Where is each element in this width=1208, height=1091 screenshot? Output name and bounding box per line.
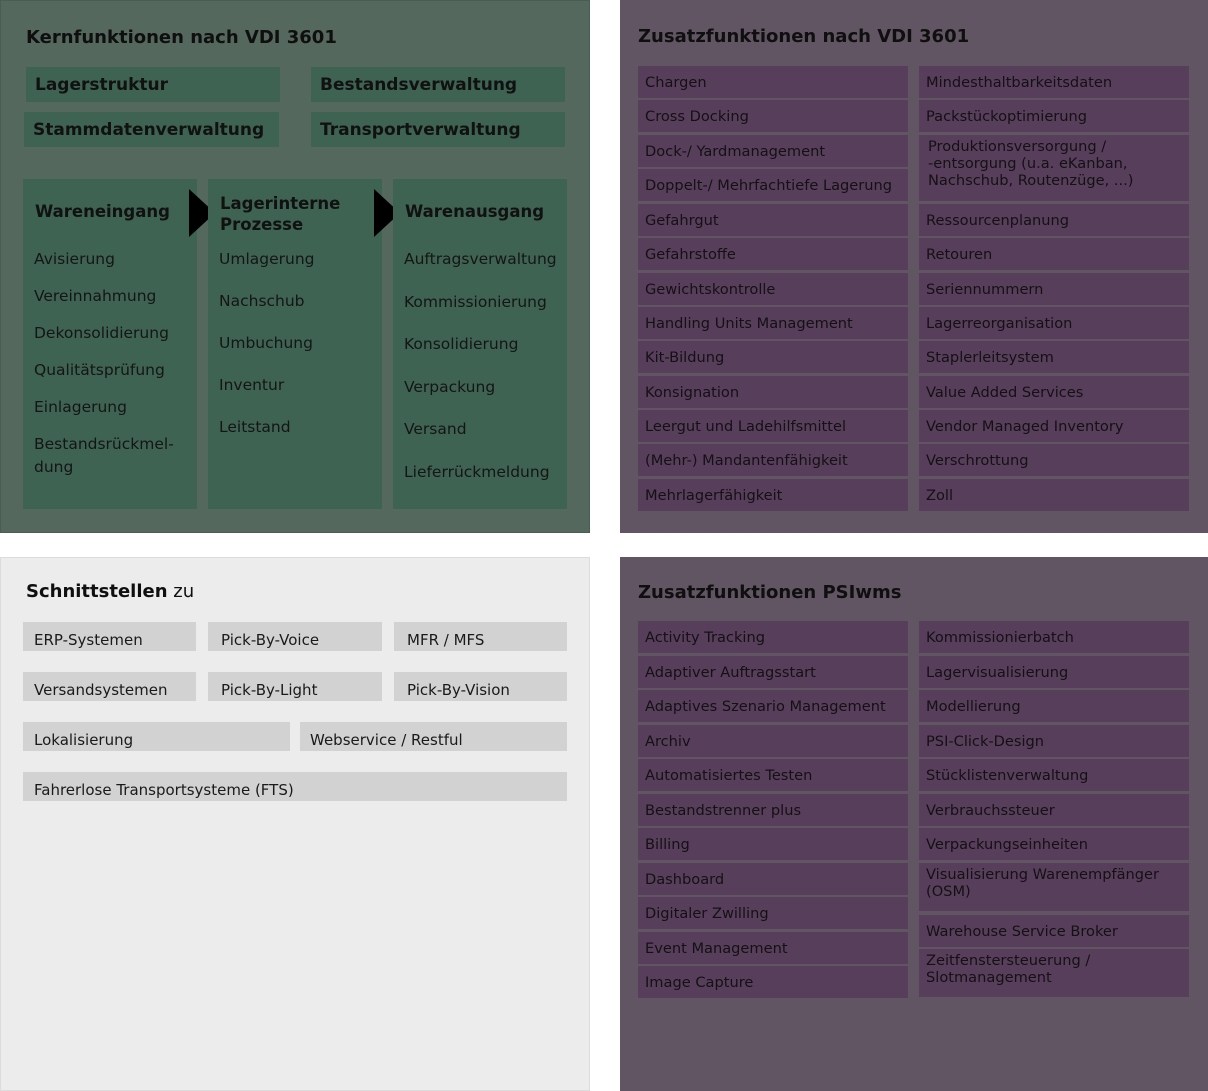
feature-cell: Lagervisualisierung [919,656,1189,688]
interface-chip: Lokalisierung [23,722,290,751]
core-button-lagerstruktur: Lagerstruktur [26,67,280,102]
interfaces-title [26,581,194,602]
interface-chip: Versandsystemen [23,672,196,701]
feature-cell: Leergut und Ladehilfsmittel [638,410,908,442]
process-item: Dekonsolidierung [34,324,169,342]
feature-cell: Ressourcenplanung [919,204,1189,236]
core-functions-panel [0,0,590,533]
feature-cell: Verschrottung [919,444,1189,476]
core-button-stammdatenverwaltung: Stammdatenverwaltung [24,112,279,147]
process-column-wareneingang [23,179,197,509]
interface-chip: ERP-Systemen [23,622,196,651]
feature-cell: Dashboard [638,863,908,895]
feature-cell: Image Capture [638,966,908,998]
feature-cell: Stücklistenverwaltung [919,759,1189,791]
feature-cell: Kommissionierbatch [919,621,1189,653]
feature-cell: Lagerreorganisation [919,307,1189,339]
feature-cell: Zeitfenstersteuerung / Slotmanagement [919,949,1189,997]
feature-cell: Visualisierung Warenempfänger (OSM) [919,863,1189,911]
feature-cell: Mehrlagerfähigkeit [638,479,908,511]
feature-cell: Verbrauchssteuer [919,794,1189,826]
feature-cell: Dock-/ Yardmanagement [638,135,908,167]
interfaces-title-bold: Schnittstellen [26,581,168,602]
process-item: Auftragsverwaltung [404,250,557,268]
process-item: Avisierung [34,250,115,268]
process-item: Qualitätsprüfung [34,361,165,379]
interface-chip: Pick-By-Vision [394,672,567,701]
process-item: Lieferrückmeldung [404,463,550,481]
core-functions-title: Kernfunktionen nach VDI 3601 [26,27,337,48]
feature-cell: Digitaler Zwilling [638,897,908,929]
feature-cell: Adaptiver Auftragsstart [638,656,908,688]
feature-cell: Retouren [919,238,1189,270]
core-button-bestandsverwaltung: Bestandsverwaltung [311,67,565,102]
feature-cell: Handling Units Management [638,307,908,339]
feature-cell: Gefahrgut [638,204,908,236]
interface-chip: Webservice / Restful [300,722,567,751]
feature-cell: Packstückoptimierung [919,100,1189,132]
process-item: Inventur [219,376,285,394]
feature-cell: Gewichtskontrolle [638,273,908,305]
feature-cell: Staplerleitsystem [919,341,1189,373]
process-item: Bestandsrückmel- dung [34,435,174,476]
interfaces-title-rest: zu [167,581,195,602]
psiwms-functions-title: Zusatzfunktionen PSIwms [638,582,902,603]
process-item: Einlagerung [34,398,127,416]
process-item: Versand [404,420,467,438]
feature-cell: Zoll [919,479,1189,511]
psiwms-functions-panel [620,557,1208,1091]
feature-cell: Modellierung [919,690,1189,722]
feature-cell: Mindesthaltbarkeitsdaten [919,66,1189,98]
process-item: Konsolidierung [404,335,519,353]
feature-cell: Gefahrstoffe [638,238,908,270]
feature-cell: Produktionsversorgung / -entsorgung (u.a. eKanban, Nachschub, Routenzüge, ...) [919,135,1189,201]
additional-functions-title: Zusatzfunktionen nach VDI 3601 [638,26,970,47]
interface-chip: Pick-By-Light [208,672,382,701]
feature-cell: Warehouse Service Broker [919,915,1189,947]
feature-cell: Billing [638,828,908,860]
interface-chip: Fahrerlose Transportsysteme (FTS) [23,772,567,801]
feature-cell: Automatisiertes Testen [638,759,908,791]
additional-functions-panel [620,0,1208,533]
feature-cell: Seriennummern [919,273,1189,305]
feature-cell: Verpackungseinheiten [919,828,1189,860]
feature-cell: (Mehr-) Mandantenfähigkeit [638,444,908,476]
feature-cell: Chargen [638,66,908,98]
feature-cell: Archiv [638,725,908,757]
feature-cell: Kit-Bildung [638,341,908,373]
feature-cell: Event Management [638,932,908,964]
column-heading: Lagerinterne Prozesse [220,194,341,234]
process-item: Leitstand [219,418,291,436]
core-button-transportverwaltung: Transportverwaltung [311,112,565,147]
feature-cell: Vendor Managed Inventory [919,410,1189,442]
interfaces-panel [0,557,590,1091]
process-item: Umbuchung [219,334,313,352]
feature-cell: Value Added Services [919,376,1189,408]
interface-chip: Pick-By-Voice [208,622,382,651]
process-item: Kommissionierung [404,293,547,311]
feature-cell: PSI-Click-Design [919,725,1189,757]
feature-cell: Activity Tracking [638,621,908,653]
process-column-lagerinterne-prozesse [208,179,382,509]
process-item: Vereinnahmung [34,287,157,305]
process-column-warenausgang [393,179,567,509]
feature-cell: Bestandstrenner plus [638,794,908,826]
column-heading: Wareneingang [35,202,170,221]
column-heading: Warenausgang [405,202,545,221]
feature-cell: Cross Docking [638,100,908,132]
feature-cell: Adaptives Szenario Management [638,690,908,722]
process-item: Nachschub [219,292,305,310]
process-item: Umlagerung [219,250,315,268]
process-item: Verpackung [404,378,496,396]
feature-cell: Konsignation [638,376,908,408]
interface-chip: MFR / MFS [394,622,567,651]
feature-cell: Doppelt-/ Mehrfachtiefe Lagerung [638,169,908,201]
